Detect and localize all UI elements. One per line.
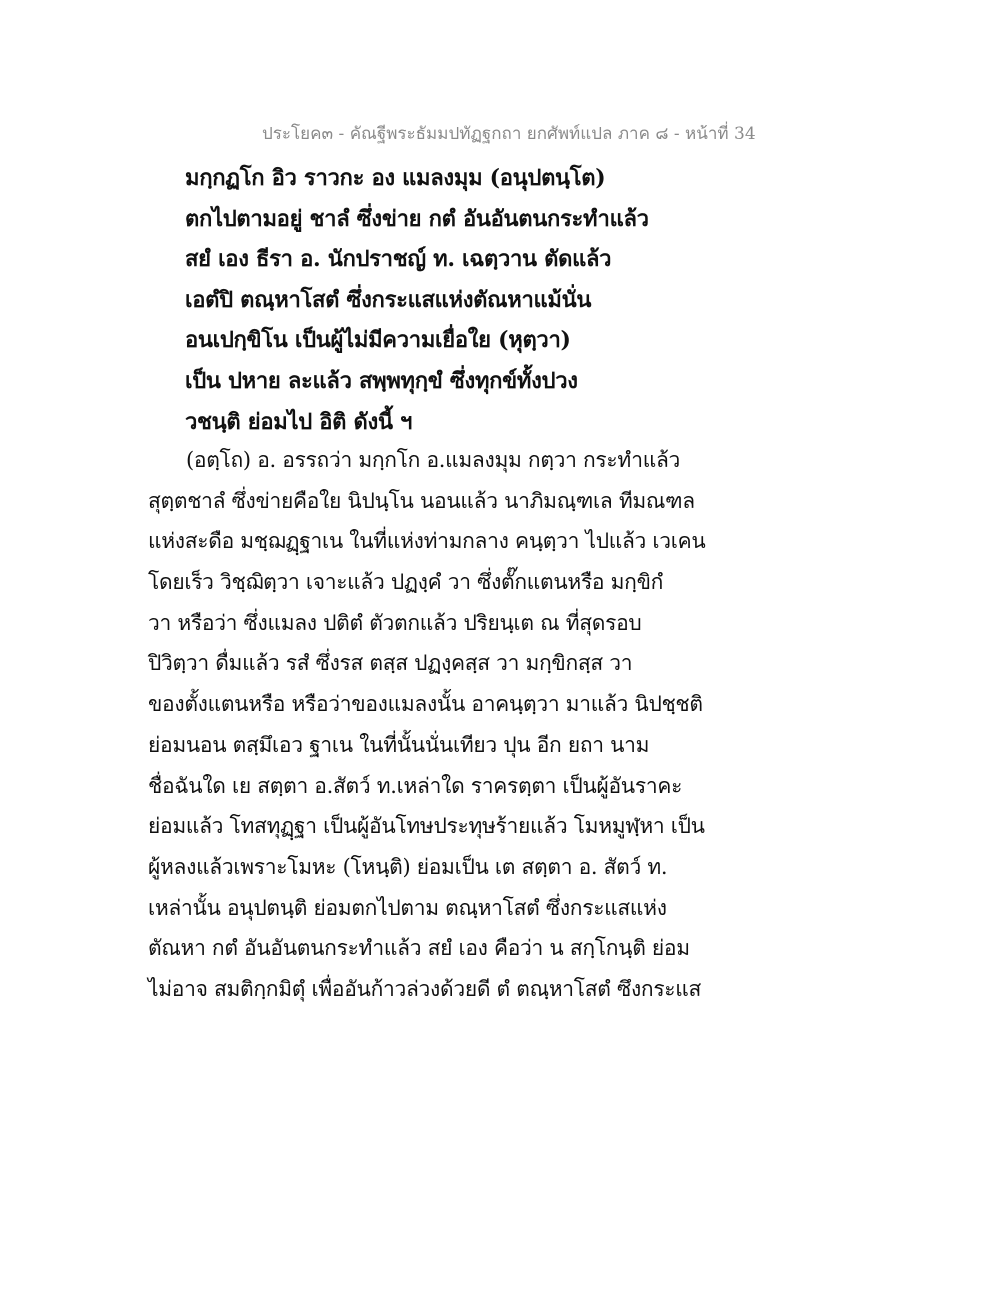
commentary-line: โดยเร็ว วิชฺฌิตฺวา เจาะแล้ว ปฏงฺคํ วา ซึ่งตั๊กแตนหรือ มกฺขิกํ: [148, 570, 664, 595]
verse-line: อนเปกฺขิโน เป็นผู้ไม่มีความเยื่อใย (หุตฺวา): [185, 327, 571, 354]
commentary-line: แห่งสะดือ มชฺฌฏฺฐาเน ในที่แห่งท่ามกลาง คนฺตฺวา ไปแล้ว เวเคน: [148, 529, 706, 554]
commentary-line: ตัณหา กตํ อันอันตนกระทำแล้ว สยํ เอง คือว่า น สกฺโกนฺติ ย่อม: [148, 936, 690, 961]
commentary-line: ปิวิตฺวา ดื่มแล้ว รสํ ซึ่งรส ตสฺส ปฏงฺคสฺส วา มกฺขิกสฺส วา: [148, 651, 633, 676]
commentary-line: ย่อมแล้ว โทสทุฏฺฐา เป็นผู้อันโทษประทุษร้ายแล้ว โมหมูฬฺหา เป็น: [148, 814, 705, 839]
verse-block: [185, 158, 665, 442]
verse-line: เป็น ปหาย ละแล้ว สพฺพทุกฺขํ ซึ่งทุกข์ทั้งปวง: [185, 367, 578, 394]
verse-line: มกฺกฏโก อิว ราวกะ อง แมลงมุม (อนุปตนฺโต): [185, 165, 606, 191]
commentary-line: ของตั้งแตนหรือ หรือว่าของแมลงนั้น อาคนฺตฺวา มาแล้ว นิปชฺชติ: [148, 692, 703, 717]
verse-line: วชนฺติ ย่อมไป อิติ ดังนี้ ฯ: [185, 408, 413, 435]
page-running-header: ประโยค๓ - คัณฐีพระธัมมปทัฏฐกถา ยกศัพท์แปล ภาค ๘ - หน้าที่ 34: [262, 124, 756, 144]
commentary-line: เหล่านั้น อนุปตนฺติ ย่อมตกไปตาม ตณฺหาโสตํ ซึ่งกระแสแห่ง: [148, 895, 667, 920]
commentary-block: [148, 440, 706, 1010]
commentary-line: ไม่อาจ สมติกฺกมิตุํ เพื่ออันก้าวล่วงด้วยดี ตํ ตณฺหาโสตํ ซึงกระแส: [148, 976, 702, 1001]
commentary-line: ย่อมนอน ตสฺมึเอว ฐาเน ในที่นั้นนั่นเทียว ปุน อีก ยถา นาม: [148, 732, 650, 757]
commentary-line: วา หรือว่า ซึ่งแมลง ปติตํ ตัวตกแล้ว ปริยนฺเต ณ ที่สุดรอบ: [148, 610, 642, 635]
commentary-line: ผู้หลงแล้วเพราะโมหะ (โหนฺติ) ย่อมเป็น เต สตฺตา อ. สัตว์ ท.: [148, 854, 668, 879]
commentary-line: สุตฺตชาลํ ซึ่งข่ายคือใย นิปนฺโน นอนแล้ว นาภิมณฺฑเล ทีมณฑล: [148, 488, 695, 513]
commentary-line: (อตฺโถ) อ. อรรถว่า มกฺกโก อ.แมลงมุม กตฺวา กระทำแล้ว: [186, 448, 681, 472]
verse-line: สยํ เอง ธีรา อ. นักปราชญ์ ท. เฉตฺวาน ตัดแล้ว: [185, 246, 612, 273]
verse-line: ตกไปตามอยู่ ชาลํ ซึ่งข่าย กตํ อันอันตนกระทำแล้ว: [185, 205, 649, 232]
verse-line: เอตํปิ ตณฺหาโสตํ ซึ่งกระแสแห่งตัณหาแม้นั่น: [185, 286, 592, 313]
commentary-line: ชื่อฉันใด เย สตฺตา อ.สัตว์ ท.เหล่าใด ราครตฺตา เป็นผู้อันราคะ: [148, 773, 683, 798]
